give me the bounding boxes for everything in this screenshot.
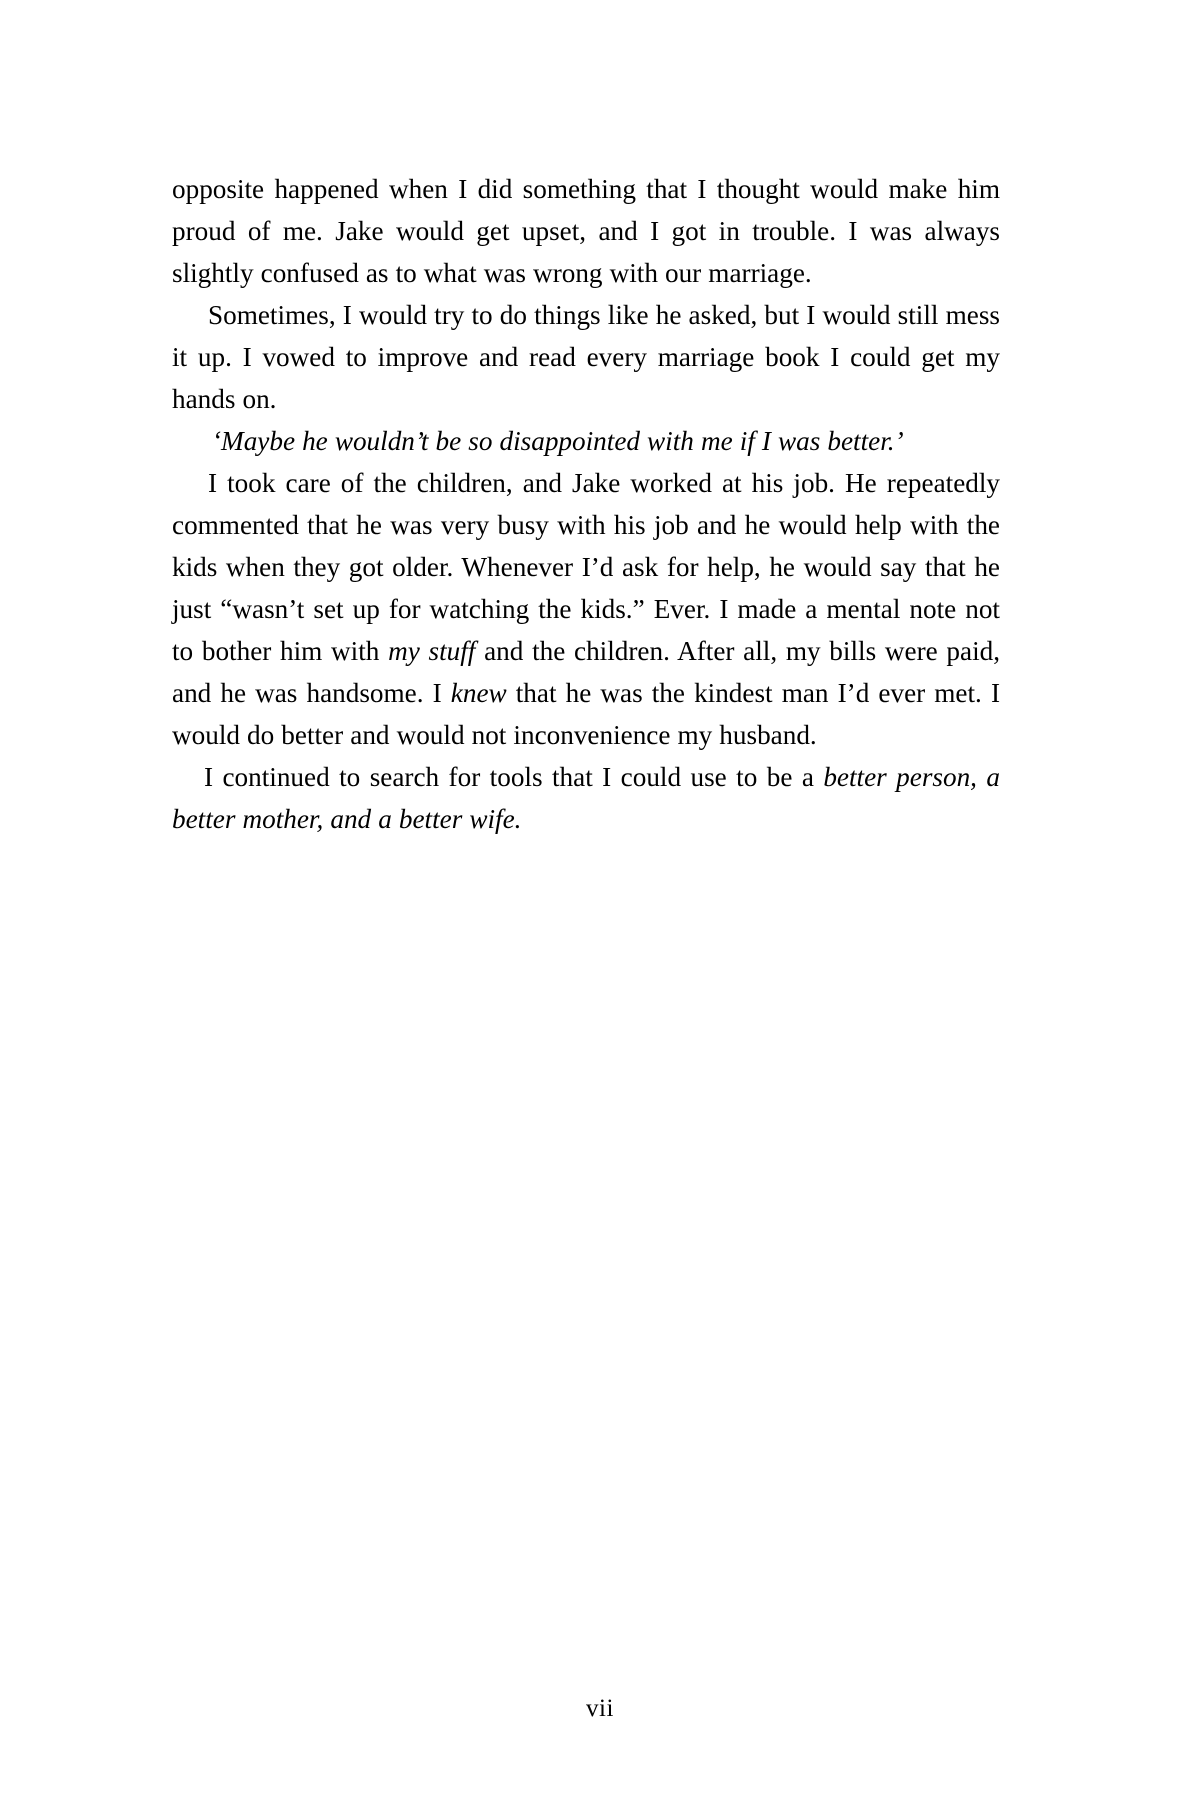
paragraph-1: opposite happened when I did something that I thought would make him proud of me. Jake would get upset, and I got in trouble. I was always slightly confused as to what was wrong with our marriage.: [172, 174, 1000, 288]
paragraph-4-emphasis-my-stuff: my stuff: [388, 636, 476, 666]
page-number-folio: vii: [586, 1695, 614, 1722]
paragraph-4: [172, 462, 1000, 756]
paragraph-4-segment-2: and the children. After all, my bills were paid, and he was handsome. I: [172, 636, 1001, 708]
paragraph-4-segment-3: that he was the kindest man I’d ever met. I would do better and would not inconvenience my husband.: [172, 678, 1000, 750]
paragraph-5: [172, 756, 1000, 840]
paragraph-5-emphasis-closing-line: better person, a better mother, and a better wife.: [172, 762, 1000, 834]
paragraph-3-inner-thought-quote: ‘Maybe he wouldn’t be so disappointed with me if I was better.’: [212, 426, 904, 456]
paragraph-2: Sometimes, I would try to do things like he asked, but I would still mess it up. I vowed to improve and read every marriage book I could get my hands on.: [172, 300, 1000, 414]
paragraph-4-emphasis-knew: knew: [450, 678, 507, 708]
paragraph-5-segment-1: I continued to search for tools that I could use to be a: [204, 762, 824, 792]
page-text-block: [172, 168, 1000, 840]
paragraph-4-segment-1: I took care of the children, and Jake worked at his job. He repeatedly commented that he was very busy with his job and he would help with the kids when they got older. Whenever I’d ask for help, he would say that he just “wasn’t set up for watching the kids.” Ever. I made a mental note not to bother him with: [172, 468, 1000, 666]
